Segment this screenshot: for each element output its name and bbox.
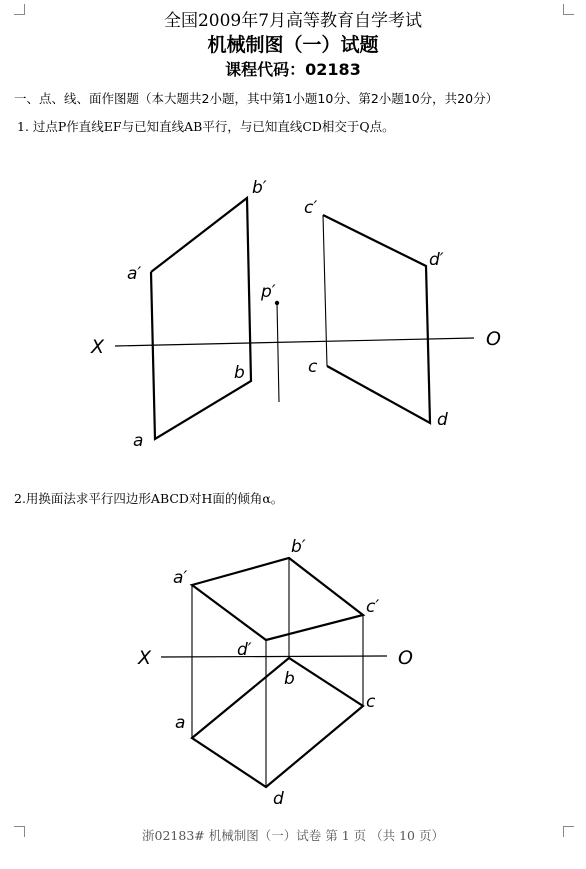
c-projector-line	[323, 215, 327, 366]
label-p-prime: p′	[261, 282, 276, 302]
x-axis-line	[115, 338, 474, 346]
cd-figure	[323, 215, 430, 423]
label-d-prime: d′	[429, 250, 444, 270]
label-d-2: d	[273, 789, 284, 809]
label-b-2: b	[284, 669, 295, 689]
label-d: d	[437, 410, 448, 430]
exam-title: 全国2009年7月高等教育自学考试	[163, 11, 423, 31]
label-a: a	[133, 431, 144, 451]
label-o-axis: O	[486, 328, 501, 350]
label-a-2: a	[175, 713, 186, 733]
label-c: c	[308, 357, 318, 377]
label-x-axis: X	[91, 336, 105, 358]
label-o-axis-2: O	[398, 647, 413, 669]
ab-elevation	[151, 198, 251, 439]
label-x-axis-2: X	[138, 647, 152, 669]
d-projector-line	[426, 266, 430, 423]
b-projector-line	[247, 198, 251, 381]
label-b: b	[234, 363, 245, 383]
question-2-text: 2.用换面法求平行四边形ABCD对H面的倾角α。	[14, 491, 284, 506]
course-code: 课程代码：02183	[225, 60, 361, 79]
label-c-prime-2: c′	[366, 597, 380, 617]
p-projector-line	[277, 303, 279, 402]
label-a-prime: a′	[127, 264, 142, 284]
a-projector-line	[151, 272, 155, 439]
label-a-prime-2: a′	[173, 568, 188, 588]
question-1-text: 1. 过点P作直线EF与已知直线AB平行，与已知直线CD相交于Q点。	[17, 119, 395, 134]
section-heading: 一、点、线、面作图题（本大题共2小题，其中第1小题10分、第2小题10分，共20分）	[14, 91, 499, 106]
subject-title: 机械制图（一）试题	[207, 34, 379, 56]
label-b-prime-2: b′	[291, 537, 306, 557]
page-footer: 浙02183# 机械制图（一）试卷 第 1 页 （共 10 页）	[142, 828, 444, 843]
label-b-prime: b′	[252, 178, 267, 198]
label-c-prime: c′	[304, 198, 318, 218]
label-d-prime-2: d′	[237, 640, 252, 660]
label-c-2: c	[366, 692, 376, 712]
